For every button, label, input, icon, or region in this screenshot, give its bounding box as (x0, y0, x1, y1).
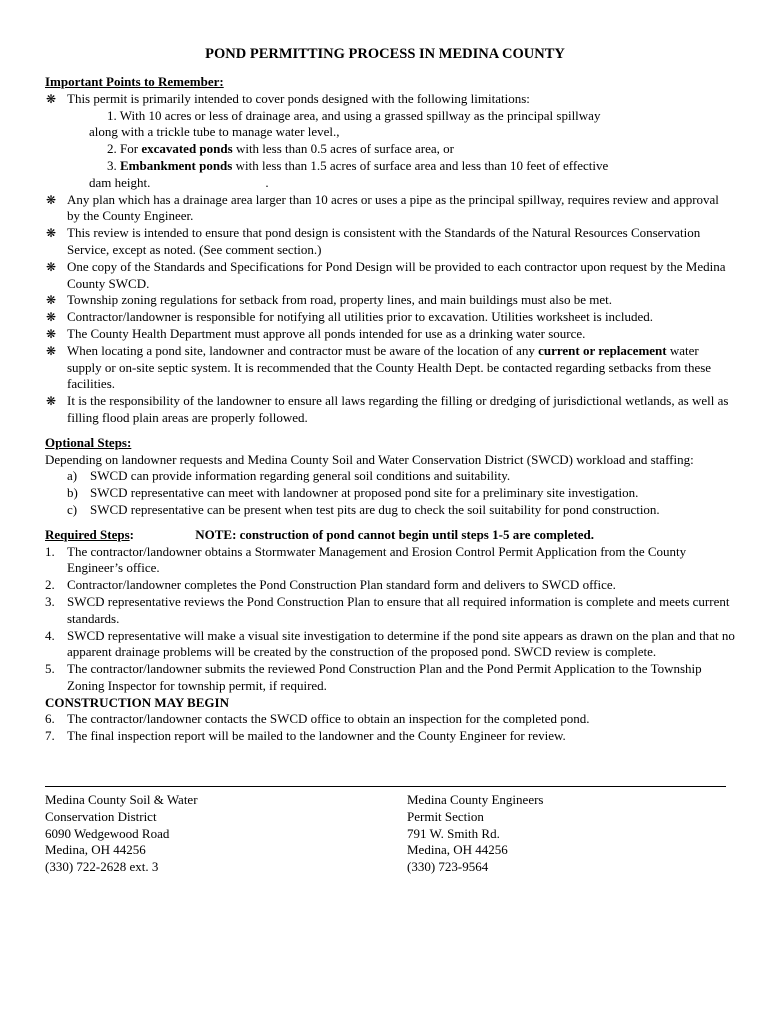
snowflake-asterisk-icon: ❋ (46, 226, 57, 241)
bullet-item (45, 91, 735, 108)
document-body (45, 74, 735, 745)
snowflake-asterisk-icon: ❋ (46, 310, 57, 325)
bullet-text: It is the responsibility of the landowner to ensure all laws regarding the filling or dredging of jurisdictional wetlands, as well as filling flood plain areas are properly followed. (67, 393, 729, 425)
snowflake-asterisk-icon: ❋ (46, 192, 57, 207)
contact-phone: (330) 722-2628 ext. 3 (45, 859, 159, 875)
snowflake-asterisk-icon: ❋ (46, 91, 57, 106)
step-text: Contractor/landowner completes the Pond Construction Plan standard form and delivers to SWCD office. (67, 577, 616, 593)
optional-step (45, 485, 735, 502)
contact-phone: (330) 723-9564 (407, 859, 489, 875)
contact-block-engineers (407, 792, 543, 876)
page-title: POND PERMITTING PROCESS IN MEDINA COUNTY (205, 46, 565, 62)
step-text: SWCD representative will make a visual site investigation to determine if the pond site appears as drawn on the plan and that no apparent drainage problems will be created by the construction of the proposed pond. SWCD review is complete. (67, 627, 735, 660)
bullet-item (45, 309, 735, 326)
bullet-text: Township zoning regulations for setback from road, property lines, and main buildings must also be met. (67, 292, 612, 308)
snowflake-asterisk-icon: ❋ (46, 259, 57, 274)
bullet-text: One copy of the Standards and Specifications for Pond Design will be provided to each contractor upon request by the Medina County SWCD. (67, 258, 726, 291)
bullet-item (45, 343, 735, 393)
contact-line: Medina County Engineers (407, 792, 544, 807)
limit-text: 3. Embankment ponds with less than 1.5 acres of surface area and less than 10 feet of effective (107, 157, 609, 173)
step-marker: 7. (45, 728, 55, 744)
step-marker: 5. (45, 661, 55, 677)
emphasis-text: Embankment ponds (120, 157, 233, 173)
step-text: SWCD representative can be present when test pits are dug to check the soil suitability for pond construction. (90, 501, 660, 517)
snowflake-asterisk-icon: ❋ (46, 394, 57, 409)
limit-text: 1. With 10 acres or less of drainage area, and using a grassed spillway as the principal spillway (107, 107, 601, 123)
limit-item-cont (45, 175, 735, 192)
step-text: SWCD representative reviews the Pond Construction Plan to ensure that all required information is complete and meets current standards. (67, 593, 730, 626)
step-marker: 4. (45, 627, 55, 643)
required-step (45, 711, 735, 728)
step-marker: b) (67, 485, 78, 501)
important-heading: Important Points to Remember: (45, 74, 224, 89)
bullet-text: Any plan which has a drainage area larger than 10 acres or uses a pipe as the principal spillway, requires review and approval by the County Engineer. (67, 191, 719, 224)
step-marker: 3. (45, 593, 55, 609)
required-step (45, 661, 735, 695)
emphasis-text: excavated ponds (141, 141, 233, 157)
snowflake-asterisk-icon: ❋ (46, 326, 57, 341)
step-text: SWCD can provide information regarding general soil conditions and suitability. (90, 468, 511, 484)
bullet-text: This review is intended to ensure that pond design is consistent with the Standards of the Natural Resources Conservation Service, except as noted. (See comment section.) (67, 225, 701, 257)
required-list-after (45, 711, 735, 745)
step-marker: 1. (45, 543, 55, 559)
required-step (45, 628, 735, 662)
snowflake-asterisk-icon: ❋ (46, 343, 57, 358)
optional-step (45, 502, 735, 519)
step-text: The final inspection report will be mailed to the landowner and the County Engineer for review. (67, 728, 566, 744)
bullet-text: The County Health Department must approve all ponds intended for use as a drinking water source. (67, 325, 586, 341)
contact-line: Medina, OH 44256 (407, 842, 508, 858)
divider (45, 786, 726, 787)
snowflake-asterisk-icon: ❋ (46, 293, 57, 308)
step-marker: 6. (45, 711, 55, 727)
contact-line: Medina, OH 44256 (45, 842, 146, 858)
bullet-item (45, 393, 735, 427)
required-step (45, 577, 735, 594)
required-step (45, 594, 735, 628)
bullet-item (45, 326, 735, 343)
construction-heading: CONSTRUCTION MAY BEGIN (45, 694, 229, 710)
required-heading-row: Required Steps: NOTE: construction of pond cannot begin until steps 1-5 are completed. (45, 526, 595, 542)
limit-text: 2. For excavated ponds with less than 0.5 acres of surface area, or (107, 141, 454, 157)
required-note: NOTE: construction of pond cannot begin until steps 1-5 are completed. (195, 526, 595, 542)
contact-line: Conservation District (45, 808, 157, 824)
bullet-text: When locating a pond site, landowner and contractor must be aware of the location of any current or replacement water supply or on-site septic system. It is recommended that the County Health Dept. be contacted regarding setbacks from these facilities. (67, 342, 712, 392)
limit-text: along with a trickle tube to manage water level., (89, 124, 340, 140)
contact-line: Permit Section (407, 808, 484, 824)
bullet-text: This permit is primarily intended to cover ponds designed with the following limitations: (67, 90, 530, 106)
contact-line: 791 W. Smith Rd. (407, 825, 500, 841)
contact-block-swcd (45, 792, 198, 876)
limit-item-cont (45, 124, 735, 141)
limit-item (45, 108, 735, 125)
bullet-item (45, 292, 735, 309)
optional-step (45, 468, 735, 485)
step-marker: a) (67, 468, 78, 484)
bullet-item (45, 225, 735, 259)
required-step (45, 544, 735, 578)
step-text: SWCD representative can meet with landowner at proposed pond site for a preliminary site investigation. (90, 485, 639, 501)
optional-heading: Optional Steps: (45, 434, 132, 450)
contact-line: 6090 Wedgewood Road (45, 825, 170, 841)
step-text: The contractor/landowner obtains a Stormwater Management and Erosion Control Permit Application from the County Engineer’s office. (67, 543, 687, 576)
limit-text: dam height. . (89, 174, 269, 190)
contact-line: Medina County Soil & Water (45, 792, 198, 807)
step-text: The contractor/landowner submits the reviewed Pond Construction Plan and the Pond Permit Application to the Township Zoning Inspector for township permit, if required. (67, 661, 702, 693)
bullet-item (45, 192, 735, 226)
required-heading: Required Steps (45, 526, 130, 542)
limit-item (45, 141, 735, 158)
required-step (45, 728, 735, 745)
required-list (45, 544, 735, 695)
optional-list (45, 468, 735, 518)
optional-intro: Depending on landowner requests and Medina County Soil and Water Conservation District (SWCD) workload and staffing: (45, 451, 694, 467)
step-marker: 2. (45, 577, 55, 593)
step-marker: c) (67, 501, 78, 517)
step-text: The contractor/landowner contacts the SWCD office to obtain an inspection for the completed pond. (67, 711, 590, 727)
bullet-item (45, 259, 735, 293)
bullet-text: Contractor/landowner is responsible for notifying all utilities prior to excavation. Utilities worksheet is included. (67, 309, 653, 325)
limit-item (45, 158, 735, 175)
emphasis-text: current or replacement (538, 342, 667, 358)
